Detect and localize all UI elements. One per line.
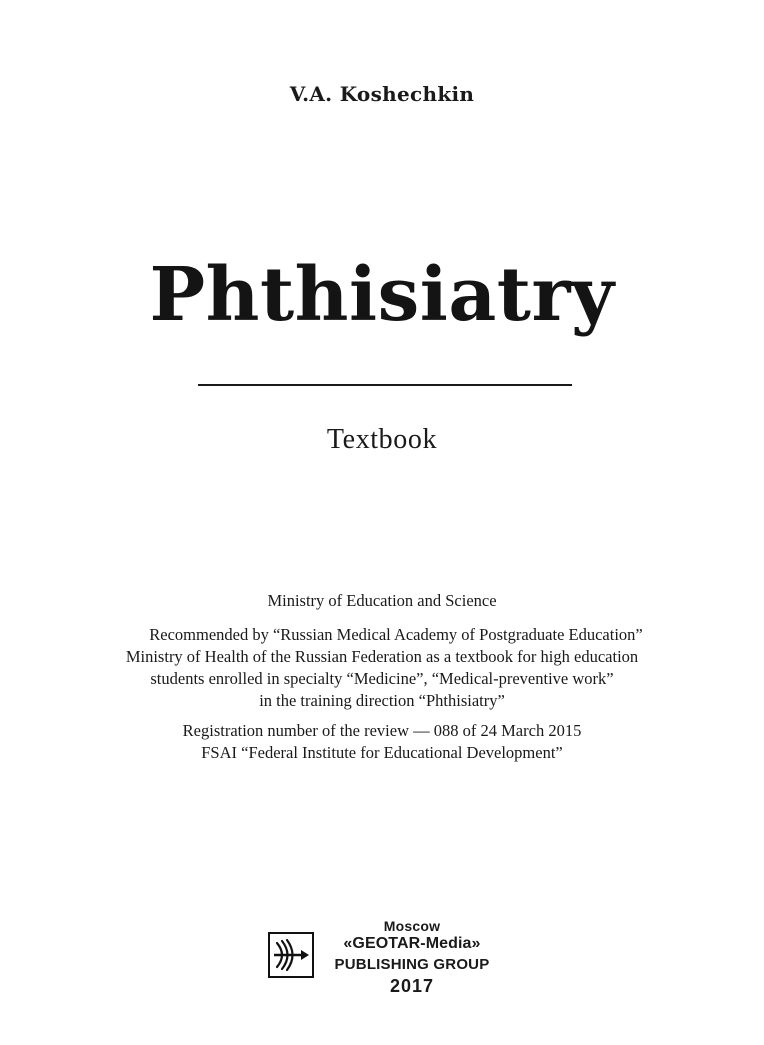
arrow-burst-icon <box>271 935 311 975</box>
ministry-line: Ministry of Education and Science <box>267 591 497 610</box>
publisher-block <box>268 918 508 998</box>
publisher-name: «GEOTAR-Media» <box>343 935 481 952</box>
recommendation-line: Ministry of Health of the Russian Federation as a textbook for high education <box>125 647 639 666</box>
registration-line: Registration number of the review — 088 of 24 March 2015 <box>182 721 582 740</box>
author-name: V.A. Koshechkin <box>289 82 475 106</box>
book-subtitle: Textbook <box>326 424 438 455</box>
recommendation-line: Recommended by “Russian Medical Academy of Postgraduate Education” <box>149 625 643 644</box>
approval-statement <box>0 590 764 764</box>
registration-line: FSAI “Federal Institute for Educational Development” <box>201 743 563 762</box>
title-divider <box>198 384 572 386</box>
recommendation-line: students enrolled in specialty “Medicine”, “Medical-preventive work” <box>150 669 614 688</box>
book-title: Phthisiatry <box>149 252 615 338</box>
publisher-city: Moscow <box>383 918 441 934</box>
publication-year: 2017 <box>389 976 435 996</box>
recommendation-line: in the training direction “Phthisiatry” <box>259 691 505 710</box>
publisher-group: PUBLISHING GROUP <box>334 956 490 973</box>
geotar-media-logo-icon <box>268 932 314 978</box>
